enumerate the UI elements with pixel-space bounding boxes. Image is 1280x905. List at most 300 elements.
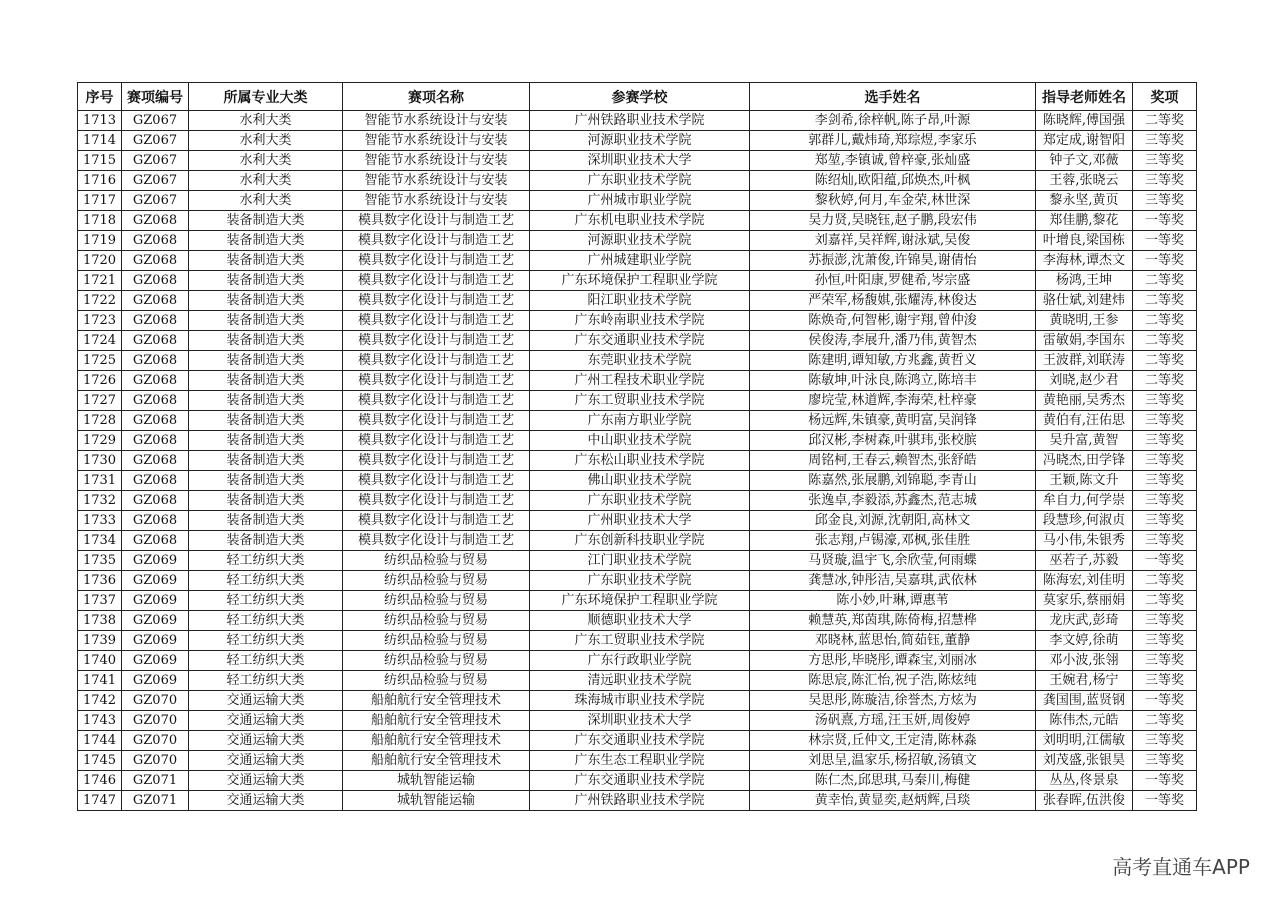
cell-index: 1716 bbox=[78, 171, 122, 191]
cell-event-name: 智能节水系统设计与安装 bbox=[343, 111, 530, 131]
cell-category: 装备制造大类 bbox=[189, 211, 343, 231]
cell-award: 三等奖 bbox=[1133, 451, 1197, 471]
table-header-row bbox=[78, 83, 1197, 111]
table-row bbox=[78, 151, 1197, 171]
header-cell: 参赛学校 bbox=[530, 83, 750, 111]
cell-school: 广州城建职业学院 bbox=[530, 251, 750, 271]
cell-contestants: 陈仁杰,邱思琪,马秦川,梅健 bbox=[750, 771, 1036, 791]
cell-event-code: GZ068 bbox=[122, 391, 189, 411]
cell-category: 交通运输大类 bbox=[189, 771, 343, 791]
cell-instructors: 钟子文,邓薇 bbox=[1036, 151, 1133, 171]
cell-category: 装备制造大类 bbox=[189, 451, 343, 471]
header-cell: 所属专业大类 bbox=[189, 83, 343, 111]
header-cell: 赛项编号 bbox=[122, 83, 189, 111]
cell-school: 中山职业技术学院 bbox=[530, 431, 750, 451]
cell-index: 1735 bbox=[78, 551, 122, 571]
cell-category: 交通运输大类 bbox=[189, 711, 343, 731]
cell-instructors: 邓小波,张翎 bbox=[1036, 651, 1133, 671]
header-cell: 选手姓名 bbox=[750, 83, 1036, 111]
cell-event-code: GZ070 bbox=[122, 711, 189, 731]
cell-event-name: 船舶航行安全管理技术 bbox=[343, 751, 530, 771]
cell-award: 三等奖 bbox=[1133, 431, 1197, 451]
cell-index: 1718 bbox=[78, 211, 122, 231]
cell-contestants: 李剑希,徐梓帆,陈子昂,叶源 bbox=[750, 111, 1036, 131]
cell-event-name: 模具数字化设计与制造工艺 bbox=[343, 471, 530, 491]
cell-event-name: 纺织品检验与贸易 bbox=[343, 671, 530, 691]
cell-school: 广东环境保护工程职业学院 bbox=[530, 591, 750, 611]
cell-school: 深圳职业技术大学 bbox=[530, 711, 750, 731]
cell-award: 三等奖 bbox=[1133, 511, 1197, 531]
cell-contestants: 吴思彤,陈璇洁,徐誉杰,方炫为 bbox=[750, 691, 1036, 711]
cell-index: 1743 bbox=[78, 711, 122, 731]
cell-contestants: 邓晓林,蓝思怡,简茹钰,董静 bbox=[750, 631, 1036, 651]
cell-school: 广州城市职业学院 bbox=[530, 191, 750, 211]
cell-instructors: 王婉君,杨宁 bbox=[1036, 671, 1133, 691]
cell-school: 广州工程技术职业学院 bbox=[530, 371, 750, 391]
cell-award: 一等奖 bbox=[1133, 691, 1197, 711]
cell-contestants: 林宗贤,丘仲文,王定清,陈林淼 bbox=[750, 731, 1036, 751]
cell-contestants: 苏振澎,沈萧俊,许锦昊,谢倩怡 bbox=[750, 251, 1036, 271]
cell-instructors: 陈晓辉,傅国强 bbox=[1036, 111, 1133, 131]
cell-school: 广东岭南职业技术学院 bbox=[530, 311, 750, 331]
cell-school: 广东松山职业技术学院 bbox=[530, 451, 750, 471]
cell-contestants: 陈思宸,陈汇怡,祝子浩,陈炫纯 bbox=[750, 671, 1036, 691]
cell-school: 深圳职业技术大学 bbox=[530, 151, 750, 171]
table-row bbox=[78, 651, 1197, 671]
cell-event-name: 纺织品检验与贸易 bbox=[343, 591, 530, 611]
cell-instructors: 叶增良,梁国栋 bbox=[1036, 231, 1133, 251]
cell-index: 1730 bbox=[78, 451, 122, 471]
cell-event-name: 模具数字化设计与制造工艺 bbox=[343, 331, 530, 351]
cell-school: 广东工贸职业技术学院 bbox=[530, 631, 750, 651]
cell-event-code: GZ067 bbox=[122, 151, 189, 171]
cell-school: 广东职业技术学院 bbox=[530, 571, 750, 591]
cell-contestants: 邱汉彬,李树森,叶骐玮,张校膑 bbox=[750, 431, 1036, 451]
cell-contestants: 黄幸怡,黄显奕,赵炳辉,吕琰 bbox=[750, 791, 1036, 811]
cell-award: 二等奖 bbox=[1133, 331, 1197, 351]
table-row bbox=[78, 431, 1197, 451]
cell-event-name: 纺织品检验与贸易 bbox=[343, 551, 530, 571]
cell-instructors: 王波群,刘联涛 bbox=[1036, 351, 1133, 371]
cell-award: 三等奖 bbox=[1133, 471, 1197, 491]
cell-school: 广东交通职业技术学院 bbox=[530, 731, 750, 751]
cell-event-code: GZ068 bbox=[122, 531, 189, 551]
cell-event-code: GZ069 bbox=[122, 571, 189, 591]
cell-school: 河源职业技术学院 bbox=[530, 231, 750, 251]
cell-award: 一等奖 bbox=[1133, 791, 1197, 811]
cell-instructors: 郑佳鹏,黎花 bbox=[1036, 211, 1133, 231]
table-row bbox=[78, 591, 1197, 611]
cell-instructors: 黄伯有,汪佑思 bbox=[1036, 411, 1133, 431]
cell-index: 1746 bbox=[78, 771, 122, 791]
cell-contestants: 陈嘉然,张展鹏,刘锦聪,李青山 bbox=[750, 471, 1036, 491]
cell-category: 交通运输大类 bbox=[189, 731, 343, 751]
cell-award: 二等奖 bbox=[1133, 371, 1197, 391]
cell-contestants: 吴力贤,吴晓钰,赵子鹏,段宏伟 bbox=[750, 211, 1036, 231]
cell-award: 一等奖 bbox=[1133, 551, 1197, 571]
cell-event-code: GZ068 bbox=[122, 211, 189, 231]
cell-school: 广东环境保护工程职业学院 bbox=[530, 271, 750, 291]
cell-category: 装备制造大类 bbox=[189, 251, 343, 271]
cell-award: 一等奖 bbox=[1133, 211, 1197, 231]
cell-category: 装备制造大类 bbox=[189, 411, 343, 431]
table-row bbox=[78, 271, 1197, 291]
header-cell: 赛项名称 bbox=[343, 83, 530, 111]
cell-index: 1740 bbox=[78, 651, 122, 671]
cell-index: 1720 bbox=[78, 251, 122, 271]
cell-event-name: 模具数字化设计与制造工艺 bbox=[343, 251, 530, 271]
cell-school: 广东创新科技职业学院 bbox=[530, 531, 750, 551]
cell-contestants: 严荣军,杨馥娸,张耀涛,林俊达 bbox=[750, 291, 1036, 311]
cell-contestants: 刘嘉祥,吴祥辉,谢泳斌,吴俊 bbox=[750, 231, 1036, 251]
cell-event-code: GZ068 bbox=[122, 431, 189, 451]
cell-event-name: 模具数字化设计与制造工艺 bbox=[343, 211, 530, 231]
table-row bbox=[78, 231, 1197, 251]
cell-index: 1726 bbox=[78, 371, 122, 391]
cell-index: 1721 bbox=[78, 271, 122, 291]
cell-event-code: GZ068 bbox=[122, 231, 189, 251]
cell-event-name: 智能节水系统设计与安装 bbox=[343, 171, 530, 191]
table-row bbox=[78, 331, 1197, 351]
cell-event-name: 模具数字化设计与制造工艺 bbox=[343, 291, 530, 311]
cell-contestants: 汤矾熹,方瑶,汪玉妍,周俊婷 bbox=[750, 711, 1036, 731]
cell-event-name: 城轨智能运输 bbox=[343, 771, 530, 791]
cell-event-name: 船舶航行安全管理技术 bbox=[343, 711, 530, 731]
cell-category: 水利大类 bbox=[189, 111, 343, 131]
cell-event-name: 智能节水系统设计与安装 bbox=[343, 131, 530, 151]
cell-award: 一等奖 bbox=[1133, 251, 1197, 271]
cell-contestants: 黎秋婷,何月,车金荣,林世深 bbox=[750, 191, 1036, 211]
cell-index: 1732 bbox=[78, 491, 122, 511]
cell-instructors: 陈海宏,刘佳明 bbox=[1036, 571, 1133, 591]
cell-category: 装备制造大类 bbox=[189, 231, 343, 251]
cell-contestants: 孙恒,叶阳康,罗健希,岑宗盛 bbox=[750, 271, 1036, 291]
cell-event-code: GZ068 bbox=[122, 411, 189, 431]
cell-index: 1717 bbox=[78, 191, 122, 211]
cell-instructors: 陈伟杰,元皓 bbox=[1036, 711, 1133, 731]
cell-contestants: 邱金良,刘源,沈朝阳,高林文 bbox=[750, 511, 1036, 531]
cell-school: 东莞职业技术学院 bbox=[530, 351, 750, 371]
cell-category: 轻工纺织大类 bbox=[189, 551, 343, 571]
cell-contestants: 周铭柯,王春云,赖智杰,张舒皓 bbox=[750, 451, 1036, 471]
cell-award: 三等奖 bbox=[1133, 731, 1197, 751]
cell-event-code: GZ068 bbox=[122, 451, 189, 471]
cell-category: 水利大类 bbox=[189, 191, 343, 211]
cell-index: 1738 bbox=[78, 611, 122, 631]
cell-category: 轻工纺织大类 bbox=[189, 591, 343, 611]
cell-award: 三等奖 bbox=[1133, 491, 1197, 511]
table-row bbox=[78, 471, 1197, 491]
cell-event-name: 智能节水系统设计与安装 bbox=[343, 191, 530, 211]
results-sheet bbox=[77, 82, 1196, 811]
table-body bbox=[78, 111, 1197, 811]
table-row bbox=[78, 491, 1197, 511]
cell-contestants: 马贤璇,温宇飞,余欣莹,何雨蝶 bbox=[750, 551, 1036, 571]
cell-contestants: 郑堃,李镇诚,曾梓豪,张灿盛 bbox=[750, 151, 1036, 171]
cell-award: 三等奖 bbox=[1133, 751, 1197, 771]
cell-instructors: 冯晓杰,田学锋 bbox=[1036, 451, 1133, 471]
cell-event-name: 纺织品检验与贸易 bbox=[343, 571, 530, 591]
cell-contestants: 张志翔,卢锡濠,邓枫,张佳胜 bbox=[750, 531, 1036, 551]
cell-index: 1727 bbox=[78, 391, 122, 411]
cell-contestants: 刘思呈,温家乐,杨招敏,汤镇文 bbox=[750, 751, 1036, 771]
cell-category: 装备制造大类 bbox=[189, 371, 343, 391]
cell-event-code: GZ068 bbox=[122, 471, 189, 491]
cell-category: 交通运输大类 bbox=[189, 751, 343, 771]
cell-index: 1729 bbox=[78, 431, 122, 451]
cell-school: 广东交通职业技术学院 bbox=[530, 771, 750, 791]
cell-contestants: 廖垸莹,林道辉,李海荣,杜梓豪 bbox=[750, 391, 1036, 411]
cell-event-code: GZ070 bbox=[122, 751, 189, 771]
cell-award: 三等奖 bbox=[1133, 411, 1197, 431]
cell-event-code: GZ068 bbox=[122, 511, 189, 531]
table-row bbox=[78, 111, 1197, 131]
cell-award: 二等奖 bbox=[1133, 111, 1197, 131]
table-row bbox=[78, 351, 1197, 371]
table-row bbox=[78, 731, 1197, 751]
cell-contestants: 侯俊涛,李展升,潘乃伟,黄智杰 bbox=[750, 331, 1036, 351]
table-row bbox=[78, 771, 1197, 791]
cell-index: 1744 bbox=[78, 731, 122, 751]
cell-school: 广东交通职业技术学院 bbox=[530, 331, 750, 351]
cell-event-code: GZ070 bbox=[122, 731, 189, 751]
table-row bbox=[78, 451, 1197, 471]
cell-contestants: 陈敏坤,叶泳良,陈鸿立,陈培丰 bbox=[750, 371, 1036, 391]
cell-event-name: 模具数字化设计与制造工艺 bbox=[343, 371, 530, 391]
cell-school: 广州铁路职业技术学院 bbox=[530, 111, 750, 131]
cell-event-name: 模具数字化设计与制造工艺 bbox=[343, 431, 530, 451]
cell-event-name: 纺织品检验与贸易 bbox=[343, 631, 530, 651]
cell-instructors: 巫若子,苏毅 bbox=[1036, 551, 1133, 571]
cell-award: 二等奖 bbox=[1133, 311, 1197, 331]
cell-category: 轻工纺织大类 bbox=[189, 651, 343, 671]
cell-award: 三等奖 bbox=[1133, 131, 1197, 151]
cell-index: 1733 bbox=[78, 511, 122, 531]
cell-instructors: 骆仕斌,刘建炜 bbox=[1036, 291, 1133, 311]
cell-school: 珠海城市职业技术学院 bbox=[530, 691, 750, 711]
awards-table bbox=[77, 82, 1197, 811]
cell-event-name: 模具数字化设计与制造工艺 bbox=[343, 311, 530, 331]
cell-award: 二等奖 bbox=[1133, 291, 1197, 311]
cell-school: 阳江职业技术学院 bbox=[530, 291, 750, 311]
cell-instructors: 李海林,谭杰文 bbox=[1036, 251, 1133, 271]
cell-award: 三等奖 bbox=[1133, 671, 1197, 691]
cell-category: 装备制造大类 bbox=[189, 431, 343, 451]
cell-event-code: GZ069 bbox=[122, 611, 189, 631]
cell-index: 1734 bbox=[78, 531, 122, 551]
cell-contestants: 赖慧英,郑茵琪,陈倚梅,招慧桦 bbox=[750, 611, 1036, 631]
cell-award: 三等奖 bbox=[1133, 611, 1197, 631]
cell-category: 轻工纺织大类 bbox=[189, 571, 343, 591]
cell-event-code: GZ069 bbox=[122, 651, 189, 671]
cell-instructors: 张春晖,伍洪俊 bbox=[1036, 791, 1133, 811]
cell-award: 三等奖 bbox=[1133, 151, 1197, 171]
cell-index: 1736 bbox=[78, 571, 122, 591]
table-row bbox=[78, 531, 1197, 551]
cell-event-name: 模具数字化设计与制造工艺 bbox=[343, 271, 530, 291]
cell-category: 装备制造大类 bbox=[189, 271, 343, 291]
table-row bbox=[78, 671, 1197, 691]
cell-award: 一等奖 bbox=[1133, 231, 1197, 251]
cell-award: 三等奖 bbox=[1133, 631, 1197, 651]
cell-category: 轻工纺织大类 bbox=[189, 631, 343, 651]
cell-event-code: GZ068 bbox=[122, 291, 189, 311]
cell-contestants: 杨远辉,朱镇豪,黄明富,吴润锋 bbox=[750, 411, 1036, 431]
cell-school: 广州职业技术大学 bbox=[530, 511, 750, 531]
cell-index: 1719 bbox=[78, 231, 122, 251]
table-row bbox=[78, 211, 1197, 231]
cell-index: 1714 bbox=[78, 131, 122, 151]
cell-index: 1724 bbox=[78, 331, 122, 351]
cell-event-name: 模具数字化设计与制造工艺 bbox=[343, 231, 530, 251]
cell-instructors: 黄晓明,王参 bbox=[1036, 311, 1133, 331]
cell-event-code: GZ067 bbox=[122, 111, 189, 131]
cell-instructors: 吴升富,黄智 bbox=[1036, 431, 1133, 451]
cell-award: 三等奖 bbox=[1133, 651, 1197, 671]
cell-index: 1737 bbox=[78, 591, 122, 611]
cell-index: 1723 bbox=[78, 311, 122, 331]
cell-award: 三等奖 bbox=[1133, 391, 1197, 411]
cell-event-code: GZ067 bbox=[122, 131, 189, 151]
cell-instructors: 王蓉,张晓云 bbox=[1036, 171, 1133, 191]
cell-instructors: 马小伟,朱银秀 bbox=[1036, 531, 1133, 551]
table-row bbox=[78, 391, 1197, 411]
cell-instructors: 龙庆武,彭琦 bbox=[1036, 611, 1133, 631]
cell-event-code: GZ068 bbox=[122, 351, 189, 371]
cell-category: 装备制造大类 bbox=[189, 311, 343, 331]
cell-contestants: 陈建明,谭知敏,方兆鑫,黄哲义 bbox=[750, 351, 1036, 371]
cell-school: 广东机电职业技术学院 bbox=[530, 211, 750, 231]
cell-event-code: GZ071 bbox=[122, 771, 189, 791]
table-row bbox=[78, 751, 1197, 771]
cell-event-code: GZ069 bbox=[122, 551, 189, 571]
table-row bbox=[78, 251, 1197, 271]
cell-instructors: 牟自力,何学崇 bbox=[1036, 491, 1133, 511]
cell-school: 广东行政职业学院 bbox=[530, 651, 750, 671]
cell-category: 水利大类 bbox=[189, 151, 343, 171]
cell-event-code: GZ067 bbox=[122, 171, 189, 191]
header-cell: 序号 bbox=[78, 83, 122, 111]
cell-contestants: 方思彤,毕晓彤,谭森宝,刘丽冰 bbox=[750, 651, 1036, 671]
cell-event-name: 模具数字化设计与制造工艺 bbox=[343, 531, 530, 551]
cell-index: 1731 bbox=[78, 471, 122, 491]
cell-index: 1713 bbox=[78, 111, 122, 131]
table-row bbox=[78, 131, 1197, 151]
cell-award: 二等奖 bbox=[1133, 571, 1197, 591]
cell-category: 装备制造大类 bbox=[189, 331, 343, 351]
cell-category: 水利大类 bbox=[189, 131, 343, 151]
cell-instructors: 黎永坚,黄页 bbox=[1036, 191, 1133, 211]
cell-school: 广东南方职业学院 bbox=[530, 411, 750, 431]
header-cell: 奖项 bbox=[1133, 83, 1197, 111]
cell-index: 1728 bbox=[78, 411, 122, 431]
cell-event-code: GZ071 bbox=[122, 791, 189, 811]
cell-event-name: 模具数字化设计与制造工艺 bbox=[343, 351, 530, 371]
cell-instructors: 雷敏娟,李国东 bbox=[1036, 331, 1133, 351]
cell-award: 二等奖 bbox=[1133, 591, 1197, 611]
cell-award: 二等奖 bbox=[1133, 351, 1197, 371]
table-row bbox=[78, 411, 1197, 431]
cell-instructors: 莫家乐,蔡丽娟 bbox=[1036, 591, 1133, 611]
cell-event-code: GZ069 bbox=[122, 591, 189, 611]
cell-category: 装备制造大类 bbox=[189, 391, 343, 411]
cell-category: 装备制造大类 bbox=[189, 511, 343, 531]
cell-event-name: 模具数字化设计与制造工艺 bbox=[343, 391, 530, 411]
cell-category: 水利大类 bbox=[189, 171, 343, 191]
cell-school: 广东职业技术学院 bbox=[530, 491, 750, 511]
cell-index: 1739 bbox=[78, 631, 122, 651]
cell-award: 二等奖 bbox=[1133, 711, 1197, 731]
cell-event-code: GZ068 bbox=[122, 491, 189, 511]
cell-event-code: GZ070 bbox=[122, 691, 189, 711]
table-row bbox=[78, 791, 1197, 811]
cell-event-code: GZ069 bbox=[122, 631, 189, 651]
cell-category: 装备制造大类 bbox=[189, 491, 343, 511]
cell-school: 清远职业技术学院 bbox=[530, 671, 750, 691]
cell-category: 装备制造大类 bbox=[189, 291, 343, 311]
cell-event-name: 模具数字化设计与制造工艺 bbox=[343, 491, 530, 511]
cell-instructors: 王颖,陈文升 bbox=[1036, 471, 1133, 491]
cell-event-code: GZ068 bbox=[122, 251, 189, 271]
cell-index: 1747 bbox=[78, 791, 122, 811]
cell-school: 广州铁路职业技术学院 bbox=[530, 791, 750, 811]
cell-event-name: 模具数字化设计与制造工艺 bbox=[343, 411, 530, 431]
cell-event-code: GZ068 bbox=[122, 311, 189, 331]
cell-category: 交通运输大类 bbox=[189, 691, 343, 711]
table-row bbox=[78, 711, 1197, 731]
cell-category: 轻工纺织大类 bbox=[189, 611, 343, 631]
cell-instructors: 杨鸿,王坤 bbox=[1036, 271, 1133, 291]
table-row bbox=[78, 631, 1197, 651]
table-row bbox=[78, 551, 1197, 571]
cell-index: 1725 bbox=[78, 351, 122, 371]
cell-contestants: 张逸卓,李毅添,苏鑫杰,范志城 bbox=[750, 491, 1036, 511]
cell-award: 三等奖 bbox=[1133, 191, 1197, 211]
table-row bbox=[78, 191, 1197, 211]
cell-award: 三等奖 bbox=[1133, 531, 1197, 551]
cell-category: 交通运输大类 bbox=[189, 791, 343, 811]
cell-school: 广东工贸职业技术学院 bbox=[530, 391, 750, 411]
header-cell: 指导老师姓名 bbox=[1036, 83, 1133, 111]
cell-instructors: 龚国围,蓝贤钢 bbox=[1036, 691, 1133, 711]
cell-contestants: 陈小妙,叶琳,谭惠苇 bbox=[750, 591, 1036, 611]
cell-category: 轻工纺织大类 bbox=[189, 671, 343, 691]
cell-instructors: 黄艳丽,吴秀杰 bbox=[1036, 391, 1133, 411]
cell-event-code: GZ069 bbox=[122, 671, 189, 691]
table-row bbox=[78, 171, 1197, 191]
cell-instructors: 段慧珍,何淑贞 bbox=[1036, 511, 1133, 531]
cell-event-name: 城轨智能运输 bbox=[343, 791, 530, 811]
cell-event-name: 模具数字化设计与制造工艺 bbox=[343, 511, 530, 531]
cell-index: 1722 bbox=[78, 291, 122, 311]
cell-award: 二等奖 bbox=[1133, 271, 1197, 291]
cell-award: 一等奖 bbox=[1133, 771, 1197, 791]
cell-event-name: 纺织品检验与贸易 bbox=[343, 611, 530, 631]
table-row bbox=[78, 611, 1197, 631]
cell-award: 三等奖 bbox=[1133, 171, 1197, 191]
cell-event-name: 纺织品检验与贸易 bbox=[343, 651, 530, 671]
table-row bbox=[78, 511, 1197, 531]
cell-event-code: GZ067 bbox=[122, 191, 189, 211]
cell-instructors: 李文婷,徐萌 bbox=[1036, 631, 1133, 651]
cell-event-code: GZ068 bbox=[122, 271, 189, 291]
cell-event-name: 智能节水系统设计与安装 bbox=[343, 151, 530, 171]
cell-event-code: GZ068 bbox=[122, 371, 189, 391]
cell-category: 装备制造大类 bbox=[189, 351, 343, 371]
cell-contestants: 陈焕奇,何智彬,谢宇翔,曾仲浚 bbox=[750, 311, 1036, 331]
table-row bbox=[78, 291, 1197, 311]
cell-instructors: 郑定成,谢智阳 bbox=[1036, 131, 1133, 151]
